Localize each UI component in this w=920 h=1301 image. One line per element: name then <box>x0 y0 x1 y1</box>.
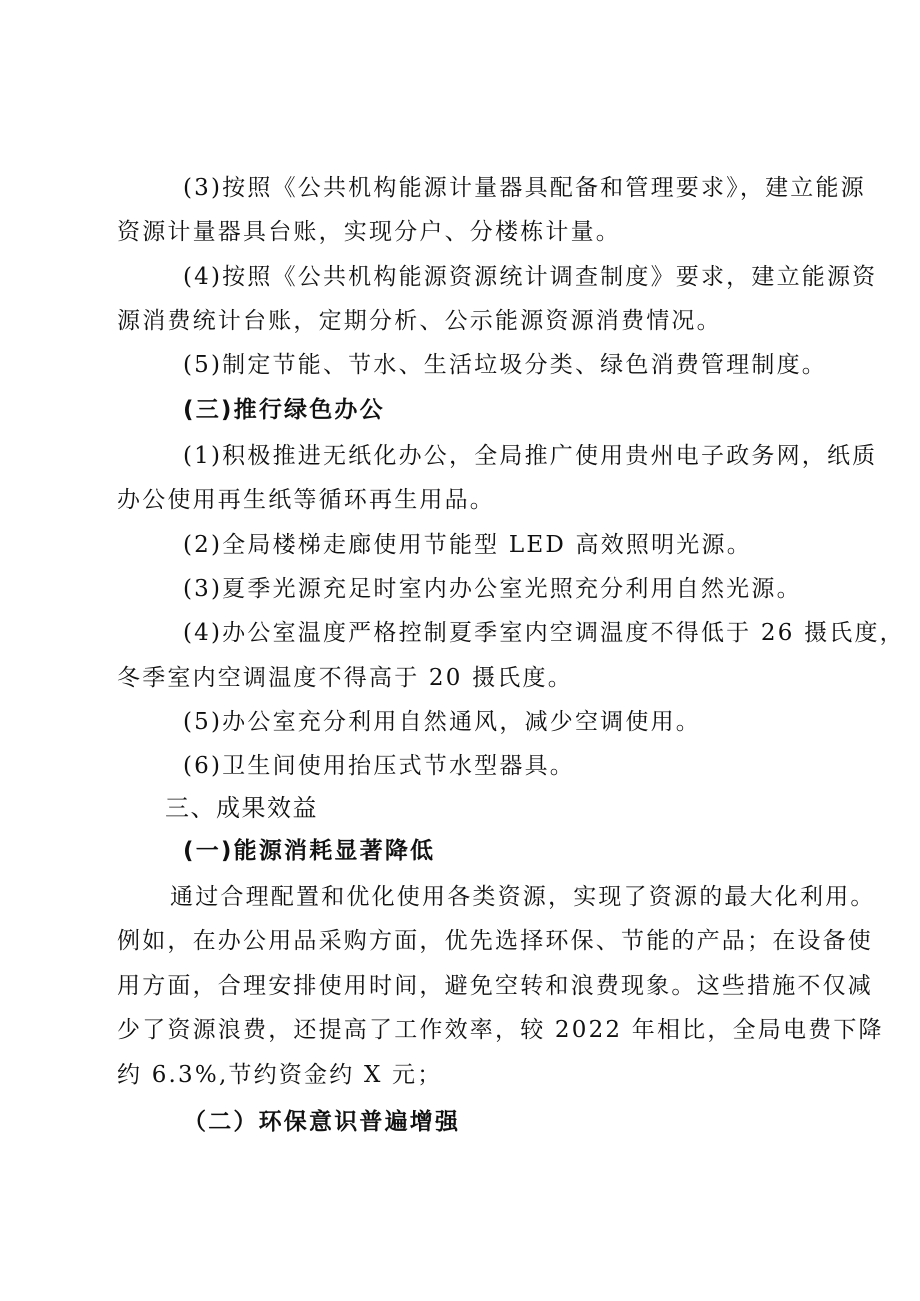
green-office-item-1-line-2: 办公使用再生纸等循环再生用品。 <box>117 487 495 513</box>
paragraph-5: (5)制定节能、节水、生活垃圾分类、绿色消费管理制度。 <box>183 352 827 378</box>
paragraph-4-line-2: 源消费统计台账，定期分析、公示能源资源消费情况。 <box>117 308 722 334</box>
results-paragraph-line-2: 例如，在办公用品采购方面，优先选择环保、节能的产品；在设备使 <box>117 928 873 954</box>
results-paragraph-line-5: 约 6.3%,节约资金约 X 元； <box>117 1062 443 1088</box>
subheading-green-office: (三)推行绿色办公 <box>183 397 385 423</box>
paragraph-3-line-1: (3)按照《公共机构能源计量器具配备和管理要求》，建立能源 <box>183 175 866 201</box>
green-office-item-1-line-1: (1)积极推进无纸化办公，全局推广使用贵州电子政务网，纸质 <box>183 443 878 469</box>
green-office-item-5: (5)办公室充分利用自然通风，减少空调使用。 <box>183 709 701 735</box>
paragraph-4-line-1: (4)按照《公共机构能源资源统计调查制度》要求，建立能源资 <box>183 264 878 290</box>
paragraph-3-line-2: 资源计量器具台账，实现分户、分楼栋计量。 <box>117 219 621 245</box>
green-office-item-4-line-1: (4)办公室温度严格控制夏季室内空调温度不得低于 26 摄氏度， <box>183 620 905 646</box>
green-office-item-2: (2)全局楼梯走廊使用节能型 LED 高效照明光源。 <box>183 532 752 558</box>
results-paragraph-line-3: 用方面，合理安排使用时间，避免空转和浪费现象。这些措施不仅减 <box>117 973 873 999</box>
subheading-environmental-awareness: （二）环保意识普遍增强 <box>183 1109 461 1135</box>
subheading-energy-consumption: (一)能源消耗显著降低 <box>183 838 436 864</box>
results-paragraph-line-4: 少了资源浪费，还提高了工作效率，较 2022 年相比，全局电费下降 <box>117 1017 884 1043</box>
green-office-item-3: (3)夏季光源充足时室内办公室光照充分利用自然光源。 <box>183 576 802 602</box>
results-paragraph-line-1: 通过合理配置和优化使用各类资源，实现了资源的最大化利用。 <box>170 884 876 910</box>
green-office-item-4-line-2: 冬季室内空调温度不得高于 20 摄氏度。 <box>117 665 573 691</box>
section-heading-results: 三、成果效益 <box>165 794 318 822</box>
green-office-item-6: (6)卫生间使用抬压式节水型器具。 <box>183 753 575 779</box>
